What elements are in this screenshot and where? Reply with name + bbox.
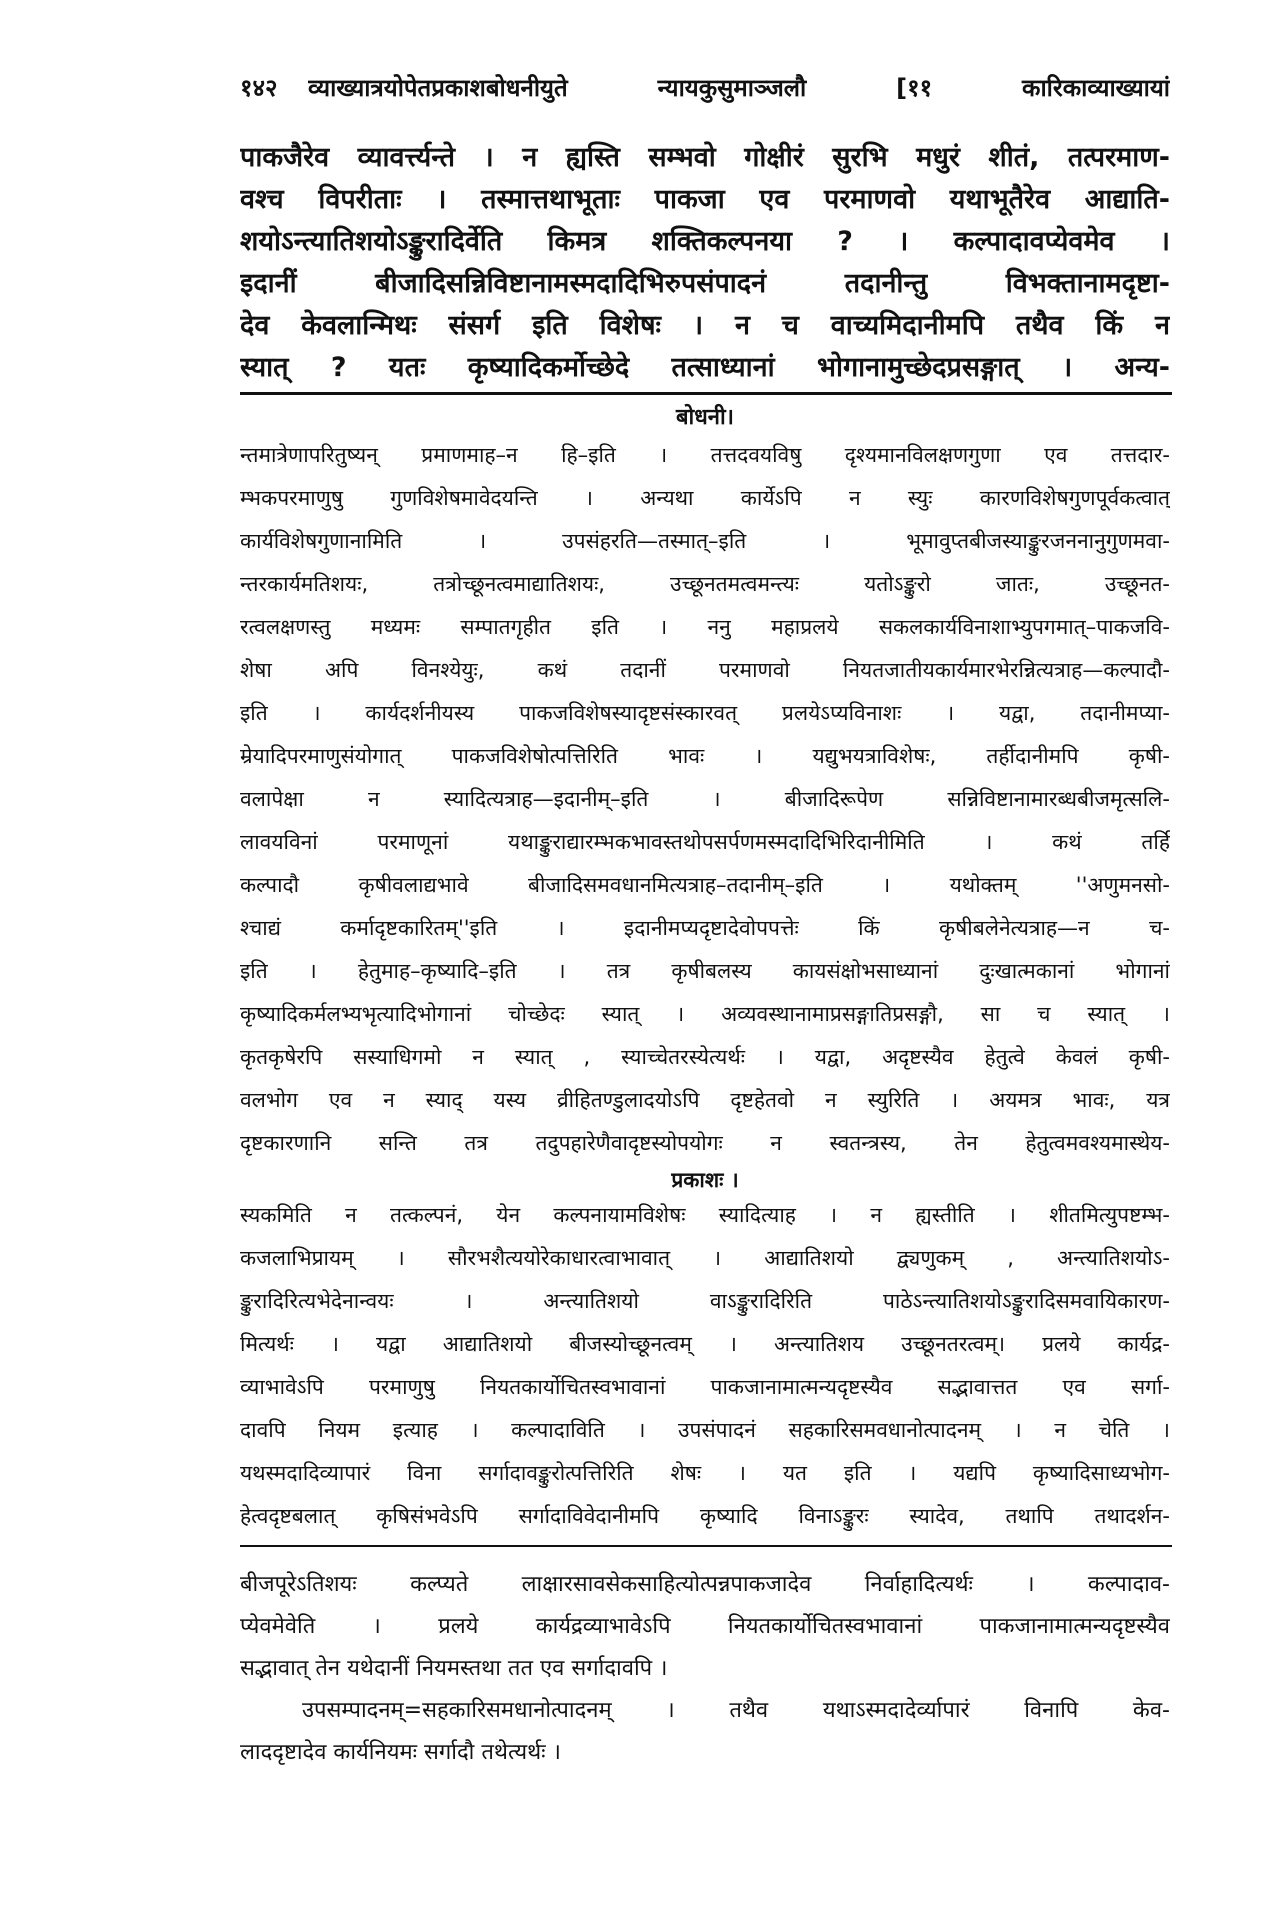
text-line: शयोऽन्त्यातिशयोऽङ्कुरादिर्वेति किमत्र शक्तिकल्पनया ? । कल्पादावप्येवमेव । — [240, 226, 1170, 257]
text-line: हेत्वदृष्टबलात् कृषिसंभवेऽपि सर्गादाविवेदानीमपि कृष्यादि विनाऽङ्कुरः स्यादेव, तथापि तथादर्शन- — [240, 1504, 1170, 1528]
running-header — [240, 70, 1170, 106]
text-line: इदानीं बीजादिसन्निविष्टानामस्मदादिभिरुपसंपादनं तदानीन्तु विभक्तानामदृष्टा- — [240, 268, 1170, 299]
text-line: मित्यर्थः । यद्वा आद्यातिशयो बीजस्योच्छूनत्वम् । अन्त्यातिशय उच्छूनतरत्वम्। प्रलये कार्यद्र- — [240, 1332, 1170, 1356]
text-line: स्यकमिति न तत्कल्पनं, येन कल्पनायामविशेषः स्यादित्याह । न ह्यस्तीति । शीतमित्युपष्टम्भ- — [240, 1203, 1170, 1227]
running-title: व्याख्यात्रयोपेतप्रकाशबोधनीयुते न्यायकुसुमाञ्जलौ [११ कारिकाव्याख्यायां — [308, 74, 1170, 102]
text-line: लाददृष्टादेव कार्यनियमः सर्गादौ तथेत्यर्थः । — [240, 1740, 561, 1765]
text-line: कार्यविशेषगुणानामिति । उपसंहरति—तस्मात्–इति । भूमावुप्तबीजस्याङ्कुरजननानुगुणमवा- — [240, 529, 1170, 553]
page-number: १४२ — [240, 74, 278, 102]
text-line: ङ्कुरादिरित्यभेदेनान्वयः । अन्त्यातिशयो वाऽङ्कुरादिरिति पाठेऽन्त्यातिशयोऽङ्कुरादिसमवायिकारण- — [240, 1289, 1170, 1313]
text-line: कृष्यादिकर्मलभ्यभृत्यादिभोगानां चोच्छेदः स्यात् । अव्यवस्थानामाप्रसङ्गातिप्रसङ्गौ, सा च स्यात् । — [240, 1002, 1170, 1026]
section-divider — [240, 392, 1172, 395]
text-line: रत्वलक्षणस्तु मध्यमः सम्पातगृहीत इति । ननु महाप्रलये सकलकार्यविनाशाभ्युपगमात्–पाकजवि- — [240, 615, 1170, 639]
prakasha-commentary — [240, 1194, 1170, 1538]
text-line: श्चाद्यं कर्मादृष्टकारितम्''इति । इदानीमप्यदृष्टादेवोपपत्तेः किं कृषीबलेनेत्यत्राह—न च- — [240, 916, 1170, 940]
text-line: म्भकपरमाणुषु गुणविशेषमावेदयन्ति । अन्यथा कार्येऽपि न स्युः कारणविशेषगुणपूर्वकत्वात् — [240, 486, 1170, 510]
main-text — [240, 137, 1170, 389]
text-line: कृतकृषेरपि सस्याधिगमो न स्यात् , स्याच्चेतरस्येत्यर्थः । यद्वा, अदृष्टस्यैव हेतुत्वे केवलं कृषी- — [240, 1045, 1170, 1069]
text-line: वलापेक्षा न स्यादित्यत्राह—इदानीम्–इति । बीजादिरूपेण सन्निविष्टानामारब्धबीजमृत्सलि- — [240, 787, 1170, 811]
footnote-divider — [240, 1545, 1172, 1547]
text-line: बीजपूरेऽतिशयः कल्प्यते लाक्षारसावसेकसाहित्योत्पन्नपाकजादेव निर्वाहादित्यर्थः । कल्पादाव- — [240, 1572, 1170, 1597]
text-line: सद्भावात् तेन यथेदानीं नियमस्तथा तत एव सर्गादावपि । — [240, 1656, 668, 1681]
text-line: प्येवमेवेति । प्रलये कार्यद्रव्याभावेऽपि नियतकार्योचितस्वभावानां पाकजानामात्मन्यदृष्टस्यैव — [240, 1614, 1170, 1639]
text-line: दावपि नियम इत्याह । कल्पादाविति । उपसंपादनं सहकारिसमवधानोत्पादनम् । न चेति । — [240, 1418, 1170, 1442]
text-line: वश्च विपरीताः । तस्मात्तथाभूताः पाकजा एव परमाणवो यथाभूतैरेव आद्याति- — [240, 184, 1170, 215]
footnote-text — [240, 1564, 1170, 1774]
text-line: उपसम्पादनम्=सहकारिसमधानोत्पादनम् । तथैव यथाऽस्मदादेर्व्यापारं विनापि केव- — [302, 1698, 1170, 1723]
text-line: न्तरकार्यमतिशयः, तत्रोच्छूनत्वमाद्यातिशयः, उच्छूनतमत्वमन्त्यः यतोऽङ्कुरो जातः, उच्छूनत- — [240, 572, 1170, 596]
text-line: शेषा अपि विनश्येयुः, कथं तदानीं परमाणवो नियतजातीयकार्यमारभेरन्नित्यत्राह—कल्पादौ- — [240, 658, 1170, 682]
text-line: कल्पादौ कृषीवलाद्यभावे बीजादिसमवधानमित्यत्राह–तदानीम्–इति । यथोक्तम् ''अणुमनसो- — [240, 873, 1170, 897]
text-line: देव केवलान्मिथः संसर्ग इति विशेषः । न च वाच्यमिदानीमपि तथैव किं न — [240, 310, 1170, 341]
text-line: म्रेयादिपरमाणुसंयोगात् पाकजविशेषोत्पत्तिरिति भावः । यद्युभयत्राविशेषः, तर्हीदानीमपि कृषी- — [240, 744, 1170, 768]
bodhani-commentary — [240, 434, 1170, 1165]
bodhani-heading: बोधनी। — [675, 405, 735, 430]
prakasha-heading: प्रकाशः । — [671, 1168, 739, 1192]
text-line: स्यात् ? यतः कृष्यादिकर्मोच्छेदे तत्साध्यानां भोगानामुच्छेदप्रसङ्गात् । अन्य- — [240, 352, 1170, 383]
text-line: इति । कार्यदर्शनीयस्य पाकजविशेषस्यादृष्टसंस्कारवत् प्रलयेऽप्यविनाशः । यद्वा, तदानीमप्या- — [240, 701, 1170, 725]
text-line: पाकजैरेव व्यावर्त्त्यन्ते । न ह्यस्ति सम्भवो गोक्षीरं सुरभि मधुरं शीतं, तत्परमाण- — [240, 142, 1170, 173]
text-line: इति । हेतुमाह–कृष्यादि–इति । तत्र कृषीबलस्य कायसंक्षोभसाध्यानां दुःखात्मकानां भोगानां — [240, 959, 1170, 983]
text-line: दृष्टकारणानि सन्ति तत्र तदुपहारेणैवादृष्टस्योपयोगः न स्वतन्त्रस्य, तेन हेतुत्वमवश्यमास्थेय- — [240, 1131, 1170, 1155]
text-line: व्याभावेऽपि परमाणुषु नियतकार्योचितस्वभावानां पाकजानामात्मन्यदृष्टस्यैव सद्भावात्तत एव सर्गा- — [240, 1375, 1170, 1399]
text-line: कजलाभिप्रायम् । सौरभशैत्ययोरेकाधारत्वाभावात् । आद्यातिशयो द्व्यणुकम् , अन्त्यातिशयोऽ- — [240, 1246, 1170, 1270]
text-line: वलभोग एव न स्याद् यस्य व्रीहितण्डुलादयोऽपि दृष्टहेतवो न स्युरिति । अयमत्र भावः, यत्र — [240, 1088, 1170, 1112]
text-line: लावयविनां परमाणूनां यथाङ्कुराद्यारम्भकभावस्तथोपसर्पणमस्मदादिभिरिदानीमिति । कथं तर्हि — [240, 830, 1170, 854]
text-line: न्तमात्रेणापरितुष्यन् प्रमाणमाह–न हि–इति । तत्तदवयविषु दृश्यमानविलक्षणगुणा एव तत्तदार- — [240, 443, 1170, 467]
text-line: यथस्मदादिव्यापारं विना सर्गादावङ्कुरोत्पत्तिरिति शेषः । यत इति । यद्यपि कृष्यादिसाध्यभोग- — [240, 1461, 1170, 1485]
